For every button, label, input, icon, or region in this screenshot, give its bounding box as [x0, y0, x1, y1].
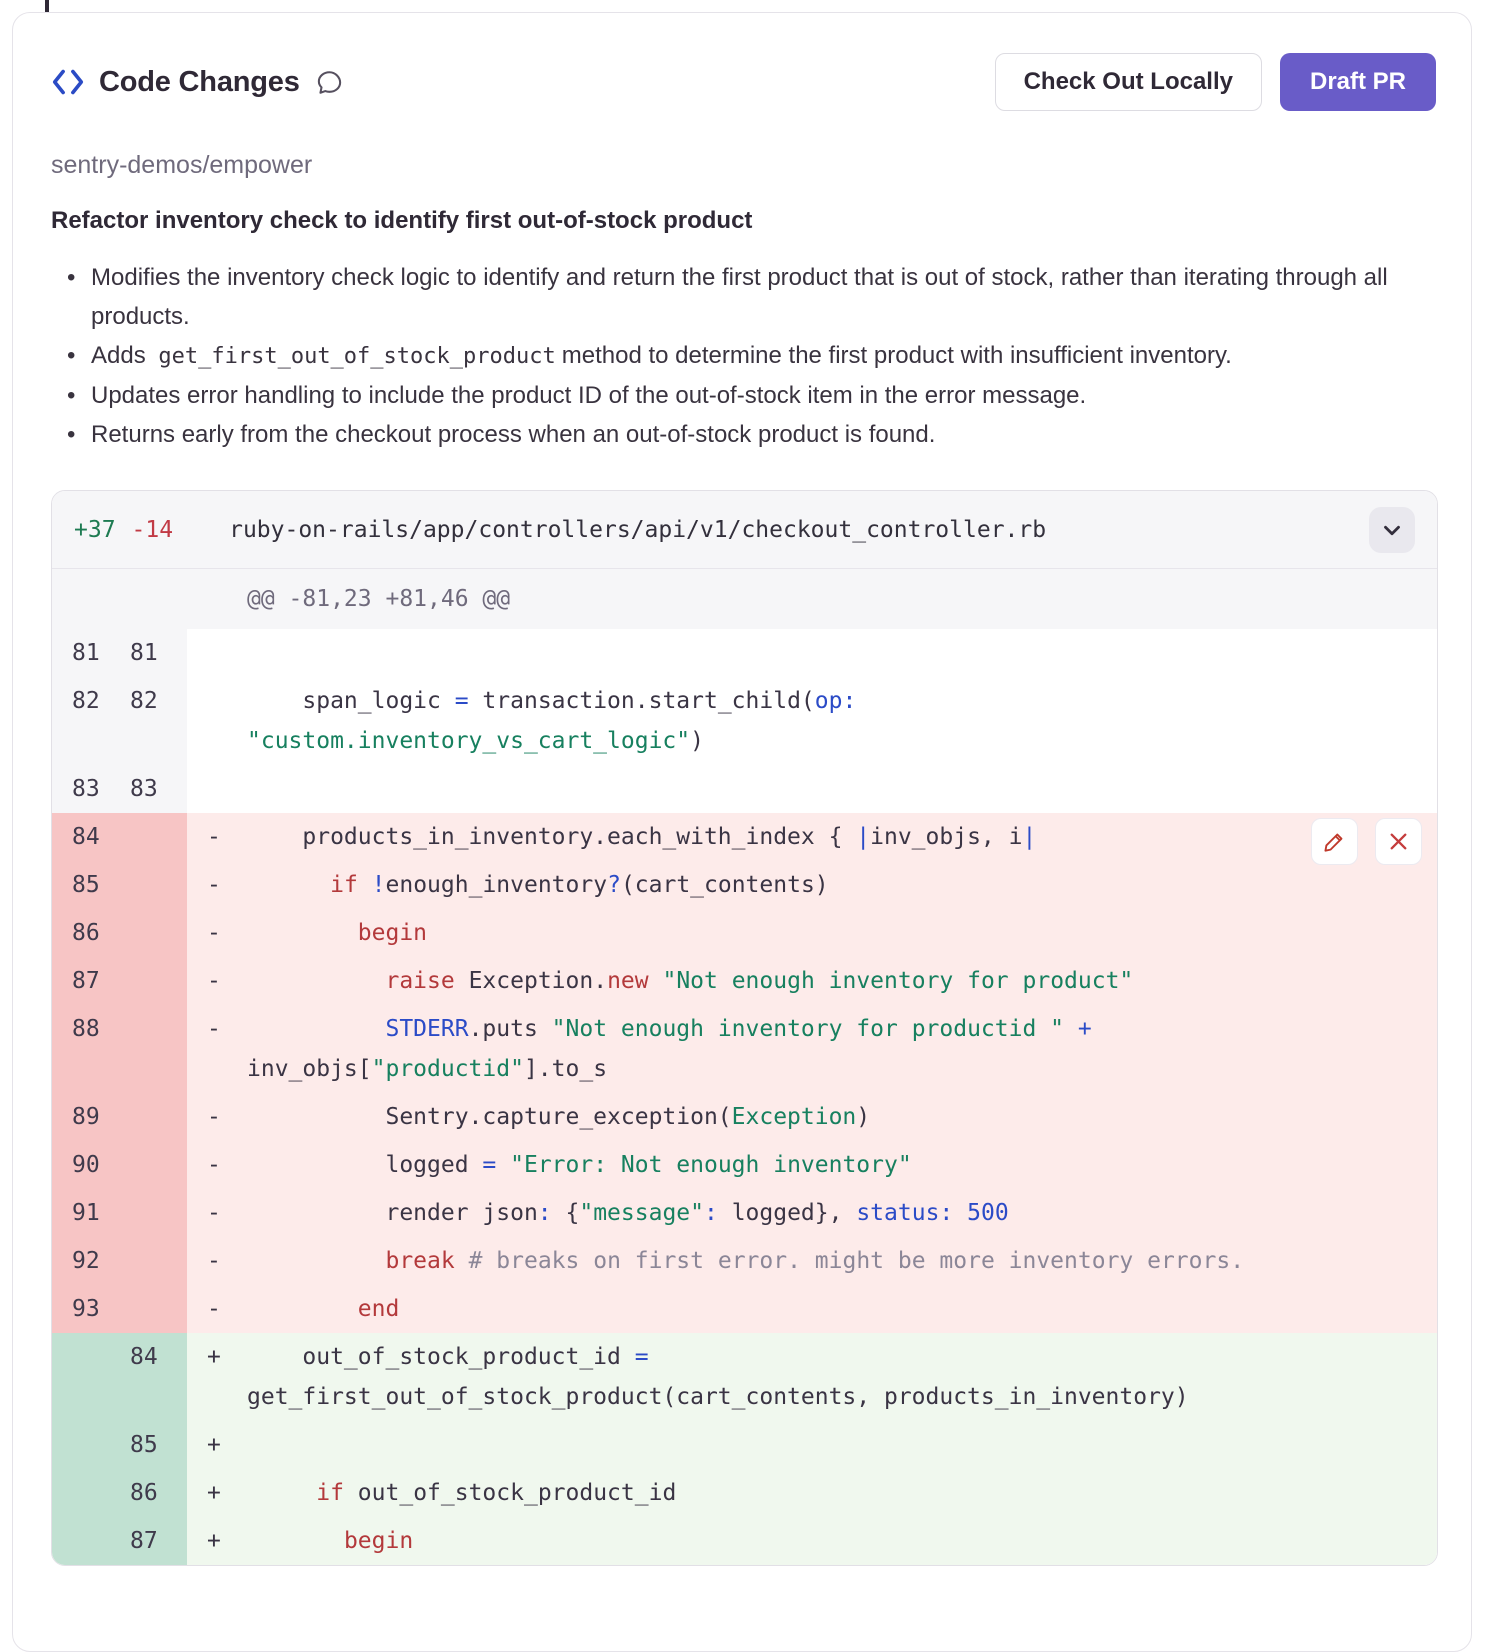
summary-text: method to determine the first product with insufficient inventory. — [561, 342, 1232, 369]
new-line-number: 83 — [130, 776, 158, 802]
new-line-number — [110, 1241, 168, 1281]
diff-row — [52, 1517, 1437, 1565]
summary-item — [91, 258, 1436, 336]
new-line-number: 81 — [130, 640, 158, 666]
summary-text: Modifies the inventory check logic to identify and return the first product that is out of stock, rather than iterating through all products. — [91, 264, 1388, 330]
line-number-gutter — [52, 1237, 187, 1285]
summary-text: Adds — [91, 342, 153, 369]
deletions-count: -14 — [131, 516, 174, 543]
comment-bubble-icon[interactable] — [315, 68, 344, 97]
diff-marker: + — [207, 1432, 221, 1458]
old-line-number — [52, 1425, 110, 1465]
line-number-gutter — [52, 1093, 187, 1141]
code-line: begin — [343, 1528, 414, 1554]
card-header — [51, 53, 1436, 111]
inline-code: get_first_out_of_stock_product — [158, 344, 556, 369]
line-number-gutter — [52, 813, 187, 861]
old-line-number: 83 — [72, 776, 100, 802]
old-line-number: 89 — [72, 1104, 100, 1130]
old-line-number — [52, 1473, 110, 1513]
code-line: if out_of_stock_product_id — [316, 1480, 677, 1506]
header-actions — [995, 53, 1436, 111]
new-line-number — [110, 1289, 168, 1329]
new-line-number — [110, 961, 168, 1001]
diff-marker: - — [207, 1104, 221, 1130]
old-line-number: 87 — [72, 968, 100, 994]
old-line-number: 88 — [72, 1016, 100, 1042]
line-number-gutter — [52, 1285, 187, 1333]
line-number-gutter — [52, 629, 187, 677]
new-line-number — [110, 913, 168, 953]
line-number-gutter — [52, 1333, 187, 1421]
summary-text: Returns early from the checkout process when an out-of-stock product is found. — [91, 421, 936, 448]
diff-row — [52, 1189, 1437, 1237]
code-line: span_logic = transaction.start_child(op: "custom.inventory_vs_cart_logic") — [247, 688, 857, 754]
diff-marker: - — [207, 824, 221, 850]
summary-list — [51, 258, 1436, 454]
new-line-number — [110, 1009, 168, 1089]
code-line: begin — [357, 920, 428, 946]
diff-row — [52, 629, 1437, 677]
diff-row — [52, 1237, 1437, 1285]
new-line-number: 84 — [130, 1344, 158, 1370]
line-number-gutter — [52, 957, 187, 1005]
code-line: break # breaks on first error. might be more inventory errors. — [385, 1248, 1245, 1274]
code-line: if !enough_inventory?(cart_contents) — [330, 872, 829, 898]
line-number-gutter — [52, 861, 187, 909]
close-icon — [1386, 829, 1411, 854]
diff-marker — [187, 765, 247, 813]
diff-row — [52, 1469, 1437, 1517]
diff-marker: - — [207, 1248, 221, 1274]
code-line: STDERR.puts "Not enough inventory for productid " + inv_objs["productid"].to_s — [247, 1016, 1092, 1082]
diff-marker: - — [207, 1016, 221, 1042]
diff-marker: - — [207, 1152, 221, 1178]
collapse-diff-button[interactable] — [1369, 507, 1415, 553]
new-line-number — [110, 1193, 168, 1233]
summary-item — [91, 415, 1436, 454]
new-line-number: 85 — [130, 1432, 158, 1458]
code-line — [247, 765, 1437, 813]
diff-header — [52, 491, 1437, 569]
line-number-gutter — [52, 1421, 187, 1469]
diff-marker: + — [207, 1480, 221, 1506]
pencil-icon — [1322, 829, 1347, 854]
pr-title: Refactor inventory check to identify first out-of-stock product — [51, 207, 753, 234]
file-path: ruby-on-rails/app/controllers/api/v1/checkout_controller.rb — [229, 516, 1047, 543]
code-line — [247, 1421, 1437, 1469]
additions-count: +37 — [74, 516, 116, 543]
diff-row — [52, 1093, 1437, 1141]
line-number-gutter — [52, 1005, 187, 1093]
old-line-number — [52, 1521, 110, 1561]
diff-row — [52, 813, 1437, 861]
diff-marker — [187, 629, 247, 677]
diff-row — [52, 1005, 1437, 1093]
old-line-number: 82 — [72, 688, 100, 714]
line-number-gutter — [52, 765, 187, 813]
old-line-number: 91 — [72, 1200, 100, 1226]
repo-name: sentry-demos/empower — [51, 151, 313, 179]
code-line — [247, 629, 1437, 677]
check-out-locally-button[interactable]: Check Out Locally — [995, 53, 1262, 111]
summary-item — [91, 376, 1436, 415]
new-line-number — [110, 1097, 168, 1137]
code-line: Sentry.capture_exception(Exception) — [247, 1104, 871, 1130]
edit-block-button[interactable] — [1311, 818, 1358, 865]
diff-marker: - — [207, 1296, 221, 1322]
code-line: logged = "Error: Not enough inventory" — [247, 1152, 912, 1178]
hunk-header: @@ -81,23 +81,46 @@ — [52, 569, 1437, 629]
diff-row — [52, 765, 1437, 813]
line-number-gutter — [52, 1189, 187, 1237]
diff-marker: + — [207, 1528, 221, 1554]
new-line-number — [110, 817, 168, 857]
line-number-gutter — [52, 1469, 187, 1517]
new-line-number: 86 — [130, 1480, 158, 1506]
removed-block-actions — [1311, 818, 1422, 865]
diff-marker — [187, 677, 247, 765]
old-line-number: 93 — [72, 1296, 100, 1322]
old-line-number: 81 — [72, 640, 100, 666]
summary-item — [91, 336, 1436, 376]
diff-body — [52, 629, 1437, 1565]
diff-marker: + — [207, 1344, 221, 1370]
chevron-down-icon — [1379, 517, 1405, 543]
old-line-number: 92 — [72, 1248, 100, 1274]
draft-pr-button[interactable]: Draft PR — [1280, 53, 1436, 111]
diff-row — [52, 677, 1437, 765]
diff-row — [52, 909, 1437, 957]
diff-row — [52, 1141, 1437, 1189]
diff-marker: - — [207, 968, 221, 994]
code-changes-card — [12, 12, 1472, 1652]
new-line-number — [110, 1145, 168, 1185]
diff-row — [52, 861, 1437, 909]
delete-block-button[interactable] — [1375, 818, 1422, 865]
page-title: Code Changes — [99, 65, 300, 98]
line-number-gutter — [52, 677, 187, 765]
line-number-gutter — [52, 1141, 187, 1189]
old-line-number: 86 — [72, 920, 100, 946]
old-line-number: 84 — [72, 824, 100, 850]
old-line-number — [52, 1337, 110, 1417]
summary-text: Updates error handling to include the product ID of the out-of-stock item in the error message. — [91, 382, 1087, 409]
diff-row — [52, 957, 1437, 1005]
diff-row — [52, 1333, 1437, 1421]
line-number-gutter — [52, 1517, 187, 1565]
code-line: render json: {"message": logged}, status: 500 — [247, 1200, 1009, 1226]
code-line: end — [357, 1296, 400, 1322]
code-line: raise Exception.new "Not enough inventory for product" — [385, 968, 1134, 994]
new-line-number: 82 — [130, 688, 158, 714]
code-line: out_of_stock_product_id = get_first_out_of_stock_product(cart_contents, products_in_inventory) — [247, 1344, 1189, 1410]
diff-marker: - — [207, 872, 221, 898]
old-line-number: 85 — [72, 872, 100, 898]
new-line-number: 87 — [130, 1528, 158, 1554]
old-line-number: 90 — [72, 1152, 100, 1178]
new-line-number — [110, 865, 168, 905]
diff-panel — [51, 490, 1438, 1566]
code-icon — [51, 68, 85, 96]
diff-row — [52, 1421, 1437, 1469]
line-number-gutter — [52, 909, 187, 957]
diff-marker: - — [207, 1200, 221, 1226]
diff-row — [52, 1285, 1437, 1333]
code-line: products_in_inventory.each_with_index { |inv_objs, i| — [247, 824, 1037, 850]
diff-marker: - — [207, 920, 221, 946]
